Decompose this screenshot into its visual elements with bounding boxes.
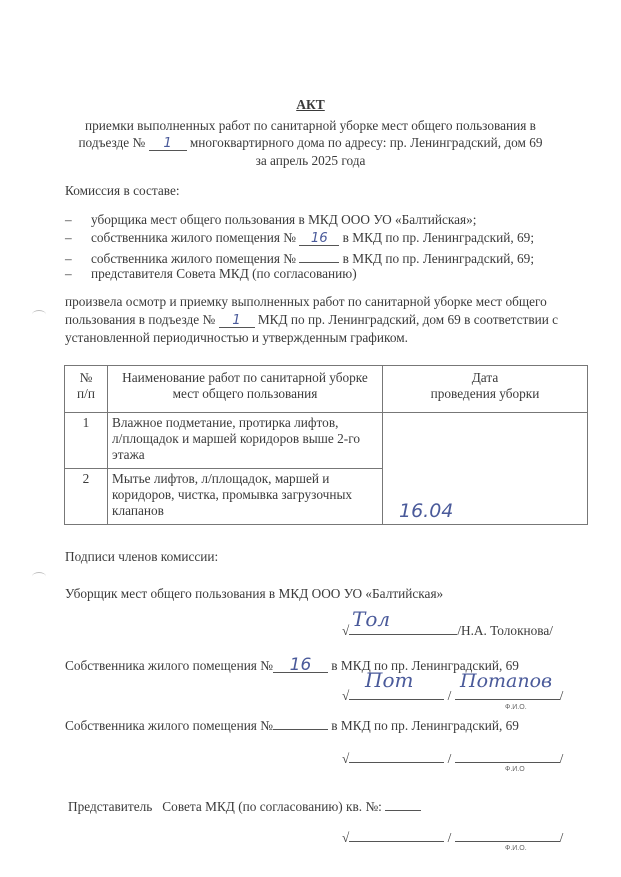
- council-fio-field[interactable]: [455, 827, 560, 842]
- subtitle-suffix: многоквартирного дома по адресу: пр. Ленинградский, дом 69: [189, 135, 543, 150]
- council-label: Представитель Совета МКД (по согласованию) кв. №:: [68, 796, 421, 815]
- owner-2-signature-line: √ / /: [342, 748, 563, 767]
- owner-2-label: Собственника жилого помещения № в МКД по пр. Ленинградский, 69: [65, 715, 519, 734]
- check-mark-icon: √: [342, 623, 350, 638]
- owner-1-name-handwritten: Потапов: [460, 670, 553, 692]
- owner-2-apartment-field[interactable]: [299, 248, 339, 263]
- row-number: 2: [65, 469, 108, 525]
- owner-2-fio-label: Ф.И.О: [505, 766, 525, 773]
- commission-heading: Комиссия в составе:: [65, 183, 180, 198]
- subtitle-line-1: приемки выполненных работ по санитарной уборке мест общего пользования в: [85, 118, 536, 133]
- document-title: АКТ: [296, 97, 325, 112]
- council-fio-label: Ф.И.О.: [505, 845, 527, 852]
- date-cell[interactable]: [383, 413, 588, 525]
- date-handwritten: 16.04: [399, 500, 454, 522]
- cleaner-name: /Н.А. Толокнова/: [457, 623, 553, 638]
- owner-2-signature-field[interactable]: [349, 748, 444, 763]
- commission-item-owner-1: – собственника жилого помещения № 16 в МКД по пр. Ленинградский, 69;: [65, 230, 535, 246]
- entrance-number-field[interactable]: 1: [149, 136, 187, 151]
- row-number: 1: [65, 413, 108, 469]
- owner-2-fio-field[interactable]: [455, 748, 560, 763]
- council-apartment-field[interactable]: [385, 796, 421, 811]
- council-signature-field[interactable]: [349, 827, 444, 842]
- cleaner-signature: Тол: [352, 607, 391, 631]
- check-mark-icon: √: [342, 688, 350, 703]
- table-row: [65, 413, 588, 469]
- signatures-heading: Подписи членов комиссии:: [65, 549, 219, 564]
- subtitle-period: за апрель 2025 года: [255, 153, 366, 168]
- check-mark-icon: √: [342, 751, 350, 766]
- owner-1-signature: Пот: [365, 668, 414, 692]
- statement-entrance-field[interactable]: 1: [219, 313, 255, 328]
- check-mark-icon: √: [342, 830, 350, 845]
- table-header-row: [65, 366, 588, 413]
- header-date: Дата проведения уборки: [383, 366, 588, 413]
- owner-1-signature-line: √ / /: [342, 685, 563, 704]
- header-work-name: Наименование работ по санитарной уборке мест общего пользования: [108, 366, 383, 413]
- header-number: № п/п: [65, 366, 108, 413]
- margin-mark: [32, 310, 46, 319]
- row-work-description: Влажное подметание, протирка лифтов, л/площадок и маршей коридоров выше 2-го этажа: [108, 413, 383, 469]
- council-signature-line: √ / /: [342, 827, 563, 846]
- owner-2-signature-apartment-field[interactable]: [273, 715, 328, 730]
- commission-item-owner-2: – собственника жилого помещения № в МКД по пр. Ленинградский, 69;: [65, 248, 534, 267]
- commission-item-council: – представителя Совета МКД (по согласованию): [65, 266, 357, 281]
- works-table: [64, 365, 588, 525]
- owner-1-signature-apartment-field[interactable]: 16: [273, 658, 328, 673]
- owner-1-fio-label: Ф.И.О.: [505, 704, 527, 711]
- statement-line-1: произвела осмотр и приемку выполненных работ по санитарной уборке мест общего: [65, 294, 547, 309]
- subtitle-prefix: подъезде №: [78, 135, 146, 150]
- owner-1-apartment-field[interactable]: 16: [299, 231, 339, 246]
- commission-item-cleaner: – уборщика мест общего пользования в МКД ООО УО «Балтийская»;: [65, 212, 477, 227]
- margin-mark: [32, 572, 46, 581]
- row-work-description: Мытье лифтов, л/площадок, маршей и коридоров, чистка, промывка загрузочных клапанов: [108, 469, 383, 525]
- cleaner-label: Уборщик мест общего пользования в МКД ООО УО «Балтийская»: [65, 586, 444, 601]
- owner-1-label: Собственника жилого помещения № 16 в МКД по пр. Ленинградский, 69: [65, 655, 519, 675]
- statement-line-2: пользования в подъезде № 1 МКД по пр. Ленинградский, дом 69 в соответствии с: [65, 312, 559, 328]
- statement-line-3: установленной периодичностью и утвержденным графиком.: [65, 330, 408, 345]
- subtitle-line-2: [0, 135, 621, 151]
